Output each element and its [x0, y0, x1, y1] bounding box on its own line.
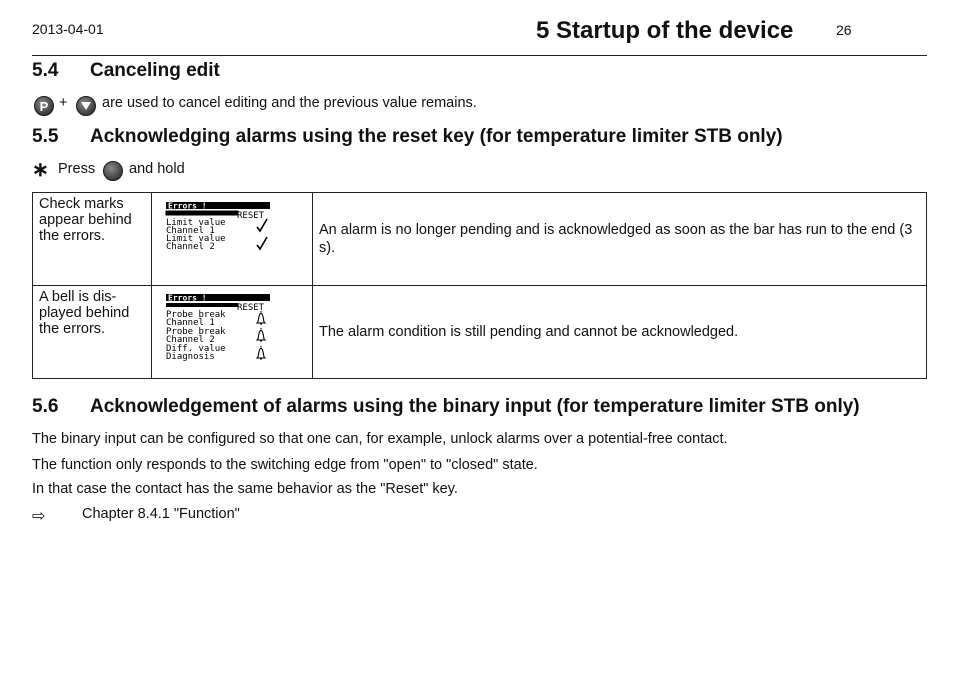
- svg-text:Diff. value: Diff. value: [166, 344, 226, 354]
- row-label: Check marks appear behind the errors.: [39, 196, 132, 244]
- check-icon: [257, 237, 267, 249]
- section-number: 5.5: [32, 126, 59, 147]
- table-row: [33, 193, 927, 286]
- paragraph: In that case the contact has the same behavior as the "Reset" key.: [32, 481, 458, 497]
- reference-arrow-icon: ⇨: [32, 508, 46, 525]
- lcd-display: [164, 201, 274, 261]
- paragraph: The binary input can be configured so that one can, for example, unlock alarms over a potential-free contact.: [32, 431, 728, 447]
- svg-text:Channel 2: Channel 2: [166, 335, 215, 345]
- svg-text:Channel 1: Channel 1: [166, 226, 215, 236]
- section-number: 5.6: [32, 396, 59, 417]
- page-number: 26: [836, 22, 852, 38]
- header-date: 2013-04-01: [32, 21, 104, 37]
- bell-icon: [257, 328, 265, 341]
- header-rule: [32, 55, 927, 56]
- press-text: Press: [58, 161, 96, 177]
- table-row: [33, 286, 927, 379]
- row-label: A bell is dis- played behind the errors.: [39, 289, 130, 337]
- section-title: Canceling edit: [90, 60, 220, 81]
- section-number: 5.4: [32, 60, 59, 81]
- section-title: Acknowledging alarms using the reset key (for temperature limiter STB only): [90, 126, 783, 147]
- svg-text:Errors !: Errors !: [168, 294, 207, 303]
- plus-sign: +: [59, 95, 68, 111]
- row-description: An alarm is no longer pending and is acknowledged as soon as the bar has run to the end (3 s).: [313, 193, 927, 286]
- paragraph: The function only responds to the switching edge from "open" to "closed" state.: [32, 457, 538, 473]
- svg-text:Probe break: Probe break: [166, 327, 226, 337]
- bell-icon: [257, 346, 265, 359]
- svg-text:Probe break: Probe break: [166, 310, 226, 320]
- svg-text:Diagnosis: Diagnosis: [166, 352, 215, 362]
- lcd-cell: [152, 286, 313, 379]
- cancel-edit-text: are used to cancel editing and the previous value remains.: [102, 95, 477, 111]
- svg-text:Limit value: Limit value: [166, 234, 226, 244]
- p-key-icon: P: [34, 96, 54, 116]
- section-title: Acknowledgement of alarms using the binary input (for temperature limiter STB only): [90, 396, 860, 417]
- section-heading-5-4: [32, 60, 912, 84]
- lcd-cell: [152, 193, 313, 286]
- row-label-cell: [33, 286, 152, 379]
- star-icon: ∗: [32, 159, 49, 181]
- svg-text:RESET: RESET: [237, 211, 265, 221]
- section-heading-5-5: [32, 126, 932, 150]
- alarm-table: [32, 192, 927, 379]
- row-description: The alarm condition is still pending and cannot be acknowledged.: [313, 286, 927, 379]
- svg-text:RESET: RESET: [237, 303, 265, 313]
- svg-text:Limit value: Limit value: [166, 218, 226, 228]
- down-key-icon: [76, 96, 96, 116]
- lcd-display: [164, 294, 274, 368]
- svg-text:Channel 2: Channel 2: [166, 242, 215, 252]
- row-label-cell: [33, 193, 152, 286]
- chapter-reference-link[interactable]: Chapter 8.4.1 "Function": [82, 506, 240, 522]
- svg-text:Errors !: Errors !: [168, 201, 207, 211]
- hold-text: and hold: [129, 161, 185, 177]
- svg-text:Channel 1: Channel 1: [166, 318, 215, 328]
- chapter-title: 5 Startup of the device: [536, 17, 794, 44]
- section-heading-5-6: [32, 396, 932, 420]
- reset-key-icon: [103, 161, 123, 181]
